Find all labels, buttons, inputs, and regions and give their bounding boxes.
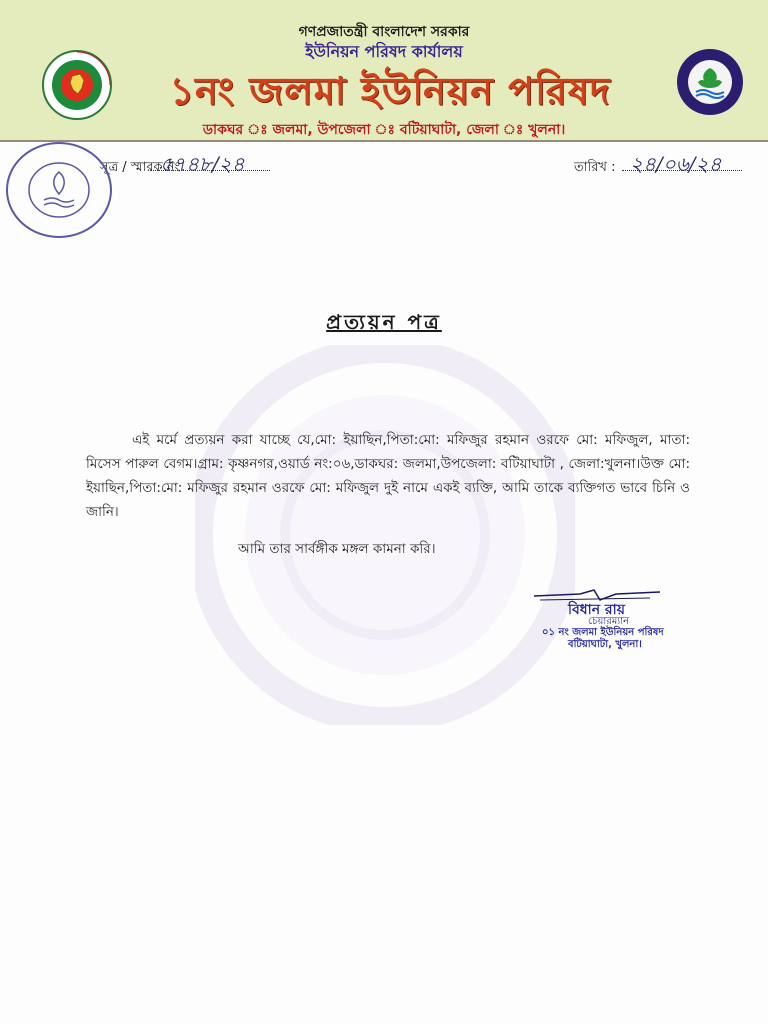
certificate-body	[86, 428, 690, 524]
closing-line: আমি তার সার্বঙ্গীক মঙ্গল কামনা করি।	[238, 541, 436, 557]
signatory-role: চেয়ারম্যান	[588, 616, 630, 627]
reference-row	[0, 150, 768, 180]
union-name-title: ১নং জলমা ইউনিয়ন পরিষদ	[169, 68, 611, 113]
union-parishad-logo-icon	[676, 48, 744, 116]
bangladesh-government-seal-icon	[42, 50, 112, 120]
government-line: গণপ্রজাতন্ত্রী বাংলাদেশ সরকার	[298, 24, 470, 40]
date-label: তারিখ :	[574, 160, 616, 175]
memo-label: সূত্র / স্মারক নং	[100, 160, 181, 175]
signatory-name: বিধান রায়	[568, 602, 625, 618]
letterhead	[0, 0, 768, 140]
address-line: ডাকঘর ঃ জলমা, উপজেলা ঃ বটিয়াঘাটা, জেলা ঃ খুলনা।	[202, 122, 566, 138]
body-text: এই মর্মে প্রত্যয়ন করা যাচ্ছে যে,মো: ইয়াছিন,পিতা:মো: মফিজুর রহমান ওরফে মো: মফিজুল, মাতা: মিসেস পারুল বেগম।গ্রাম: কৃষ্ণনগর,ওয়ার্ড নং:০৬,ডাকঘর: জলমা,উপজেলা: বটিয়াঘাটা , জেলা:খুলনা।উক্ত মো: ইয়াছিন,পিতা:মো: মফিজুর রহমান ওরফে মো: মফিজুল দুই নামে একই ব্যক্তি, আমি তাকে ব্যক্তিগত ভাবে চিনি ও জানি।	[86, 432, 690, 520]
document-title: প্রত্যয়ন পত্র	[326, 310, 442, 334]
memo-number: ৫৭৪৮/২৪	[160, 152, 245, 176]
office-round-stamp-icon	[4, 140, 114, 240]
header-divider	[0, 140, 768, 142]
office-line: ইউনিয়ন পরিষদ কার্যালয়	[305, 42, 463, 61]
signatory-place: বটিয়াঘাটা, খুলনা।	[568, 639, 642, 650]
signatory-organization: ০১ নং জলমা ইউনিয়ন পরিষদ	[542, 627, 664, 638]
date-value: ২৪/০৬/২৪	[630, 152, 722, 176]
watermark-seal-icon	[195, 345, 575, 725]
signature-block	[520, 588, 680, 658]
